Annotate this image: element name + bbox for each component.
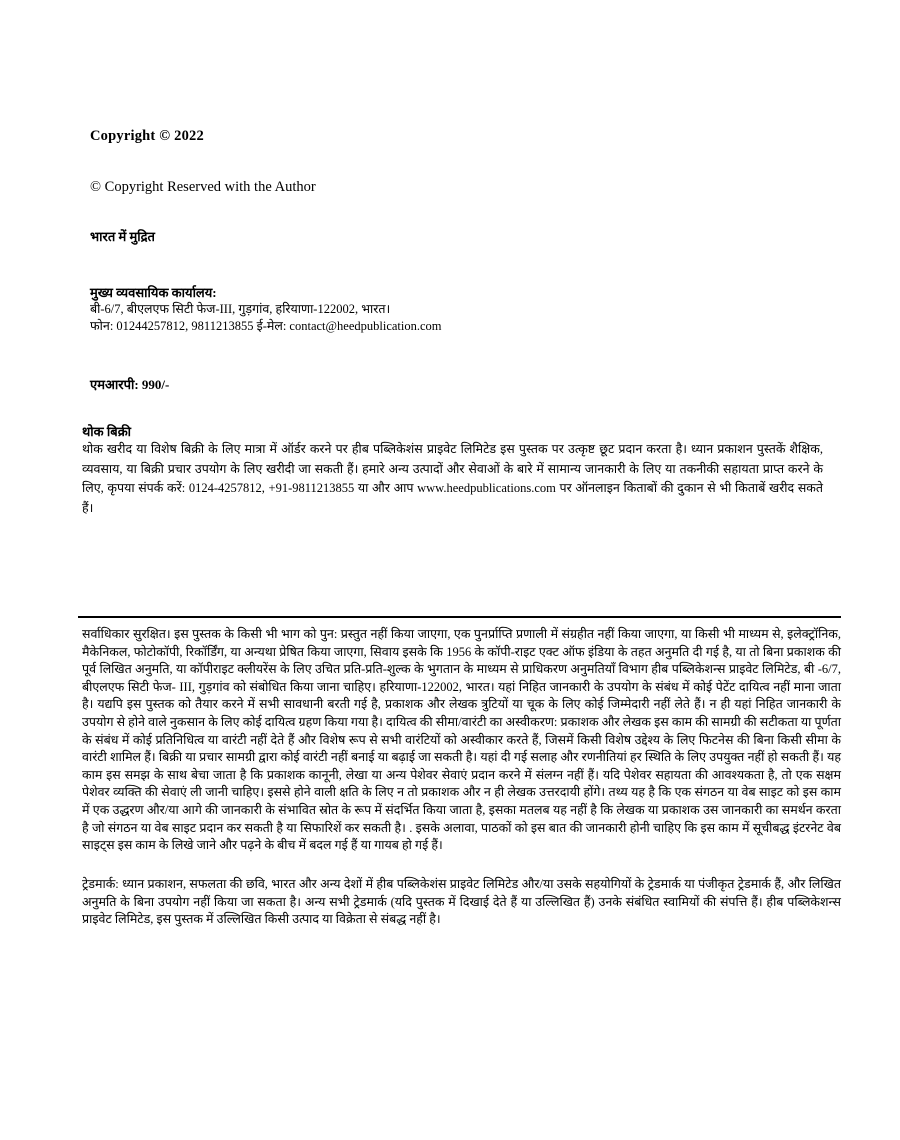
section-divider-rule <box>78 616 841 618</box>
office-heading: मुख्य व्यवसायिक कार्यालय: <box>90 285 217 300</box>
mrp-line: एमआरपी: 990/- <box>90 377 170 392</box>
printed-in-india-line: भारत में मुद्रित <box>90 229 155 244</box>
rights-disclaimer-paragraph: सर्वाधिकार सुरक्षित। इस पुस्तक के किसी भी भाग को पुन: प्रस्तुत नहीं किया जाएगा, एक पुनर्प्राप्ति प्रणाली में संग्रहीत नहीं किया जाएगा, या किसी भी माध्यम से, इलेक्ट्रॉनिक, मैकेनिकल, फोटोकॉपी, रिकॉर्डिंग, या अन्यथा प्रेषित किया जाएगा, सिवाय इसके कि 1956 के कॉपी-राइट एक्ट ऑफ इंडिया के तहत अनुमति दी गई है, या तो बिना प्रकाशक की पूर्व लिखित अनुमति, या कॉपीराइट क्लीयरेंस के लिए उचित प्रति-प्रति-शुल्क के भुगतान के माध्यम से प्राधिकरण अनुमतियाँ विभाग हीब पब्लिकेशन्स प्राइवेट लिमिटेड, बी -6/7, बीएलएफ सिटी फेज- III, गुड़गांव को संबोधित किया जाना चाहिए। हरियाणा-122002, भारत। यहां निहित जानकारी के उपयोग के संबंध में कोई पेटेंट दायित्व नहीं माना जाता है। यद्यपि इस पुस्तक को तैयार करने में सभी सावधानी बरती गई है, प्रकाशक और लेखक त्रुटियों या चूक के लिए कोई जिम्मेदारी नहीं लेते हैं। न ही यहां निहित जानकारी के उपयोग से होने वाले नुकसान के लिए कोई दायित्व ग्रहण किया गया है। दायित्व की सीमा/वारंटी का अस्वीकरण: प्रकाशक और लेखक इस काम की सामग्री की सटीकता या पूर्णता के संबंध में कोई प्रतिनिधित्व या वारंटी नहीं देते हैं और विशेष रूप से सभी वारंटियों को अस्वीकार करते हैं, जिसमें किसी विशेष उद्देश्य के लिए फिटनेस की बिना किसी सीमा के वारंटी शामिल हैं। बिक्री या प्रचार सामग्री द्वारा कोई वारंटी नहीं बनाई या बढ़ाई जा सकती है। यहां दी गई सलाह और रणनीतियां हर स्थिति के लिए उपयुक्त नहीं हो सकती हैं। यह काम इस समझ के साथ बेचा जाता है कि प्रकाशक कानूनी, लेखा या अन्य पेशेवर सेवाएं प्रदान करने में संलग्न नहीं हैं। यदि पेशेवर सहायता की आवश्यकता है, तो एक सक्षम पेशेवर व्यक्ति की सेवाएं ली जानी चाहिए। इससे होने वाली क्षति के लिए न तो प्रकाशक और न ही लेखक उत्तरदायी होंगे। तथ्य यह है कि एक संगठन या वेब साइट को इस काम में एक उद्धरण और/या आगे की जानकारी के संभावित स्रोत के रूप में संदर्भित किया जाता है, इसका मतलब यह नहीं है कि लेखक या प्रकाशक उस जानकारी का समर्थन करता है जो संगठन या वेब साइट प्रदान कर सकती है या सिफारिशें कर सकती है। . इसके अलावा, पाठकों को इस बात की जानकारी होनी चाहिए कि इस काम में सूचीबद्ध इंटरनेट वेब साइट्स इस काम के लिखे जाने और पढ़ने के बीच में बदल गई हैं या गायब हो गई हैं। <box>82 627 841 853</box>
bulk-sales-paragraph: थोक खरीद या विशेष बिक्री के लिए मात्रा में ऑर्डर करने पर हीब पब्लिकेशंस प्राइवेट लिमिटेड इस पुस्तक पर उत्कृष्ट छूट प्रदान करता है। ध्यान प्रकाशन पुस्तकें शैक्षिक, व्यवसाय, या बिक्री प्रचार उपयोग के लिए खरीदी जा सकती हैं। हमारे अन्य उत्पादों और सेवाओं के बारे में सामान्य जानकारी के लिए या तकनीकी सहायता प्राप्त करने के लिए, कृपया संपर्क करें: 0124-4257812, +91-9811213855 या और आप www.heedpublications.com पर ऑनलाइन किताबों की दुकान से भी किताबें खरीद सकते हैं। <box>82 442 823 515</box>
copyright-reserved-line: © Copyright Reserved with the Author <box>90 179 316 195</box>
office-address-line: बी-6/7, बीएलएफ सिटी फेज-III, गुड़गांव, हरियाणा-122002, भारत। <box>90 302 391 316</box>
office-block <box>90 284 830 335</box>
bulk-sales-block <box>82 423 823 518</box>
trademark-paragraph: ट्रेडमार्क: ध्यान प्रकाशन, सफलता की छवि, भारत और अन्य देशों में हीब पब्लिकेशंस प्राइवेट लिमिटेड और/या उसके सहयोगियों के ट्रेडमार्क या पंजीकृत ट्रेडमार्क हैं, और लिखित अनुमति के बिना उपयोग नहीं किया जा सकता है। अन्य सभी ट्रेडमार्क (यदि पुस्तक में दिखाई देते हैं या उल्लिखित हैं) उनके संबंधित स्वामियों की संपत्ति हैं। हीब पब्लिकेशन्स प्राइवेट लिमिटेड, इस पुस्तक में उल्लिखित किसी उत्पाद या विक्रेता से संबद्ध नहीं है। <box>82 877 841 927</box>
office-contact-line: फोन: 01244257812, 9811213855 ई-मेल: contact@heedpublication.com <box>90 319 442 333</box>
copyright-year-line: Copyright © 2022 <box>90 128 204 144</box>
bulk-sales-heading: थोक बिक्री <box>82 424 132 439</box>
